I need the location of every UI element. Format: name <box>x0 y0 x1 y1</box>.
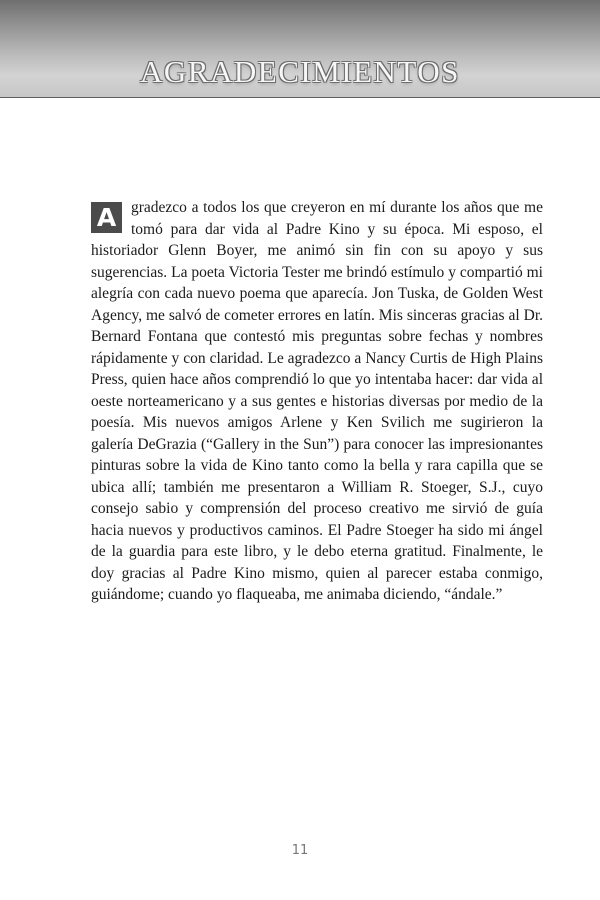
drop-cap-letter: A <box>91 202 122 233</box>
paragraph-text: gradezco a todos los que creyeron en mí durante los años que me tomó para dar vida al Padre Kino y su época. Mi esposo, el historiador Glenn Boyer, me animó sin fin con su apoyo y sus sugerencias. La poeta Victoria Tester me brindó estímulo y compartió mi alegría con cada nuevo poema que aparecía. Jon Tuska, de Golden West Agency, me salvó de cometer errores en latín. Mis sinceras gracias al Dr. Bernard Fontana que contestó mis preguntas sobre fechas y nombres rápidamente y con claridad. Le agradezco a Nancy Curtis de High Plains Press, quien hace años comprendió lo que yo intentaba hacer: dar vida al oeste norteamericano y a sus gentes e historias diversas por medio de la poesía. Mis nuevos amigos Arlene y Ken Svilich me sugirieron la galería DeGrazia (“Gallery in the Sun”) para conocer las impresionantes pinturas sobre la vida de Kino tanto como la bella y rara capilla que se ubica allí; también me presentaron a William R. Stoeger, S.J., cuyo consejo sabio y comprensión del proceso creativo me sirvió de guía hacia nuevos y productivos caminos. El Padre Stoeger ha sido mi ángel de la guardia para este libro, y le debo eterna gratitud. Finalmente, le doy gracias al Padre Kino mismo, quien al parecer estaba conmigo, guiándome; cuando yo flaqueaba, me animaba diciendo, “ándale.” <box>91 199 543 603</box>
chapter-title: AGRADECIMIENTOS <box>140 54 460 89</box>
acknowledgements-paragraph <box>91 197 543 606</box>
chapter-header-band <box>0 0 600 98</box>
page-number: 11 <box>291 843 309 858</box>
